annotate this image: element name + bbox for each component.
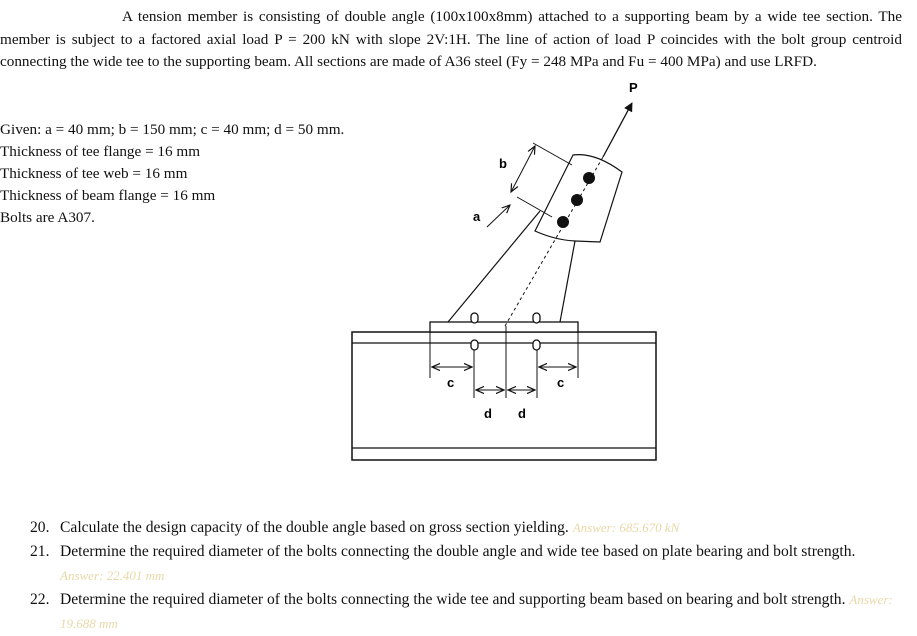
answer-hint: Answer: 22.401 mm — [60, 568, 165, 583]
question-item — [30, 588, 902, 636]
question-text: Calculate the design capacity of the double angle based on gross section yielding. — [60, 519, 569, 536]
given-bolt-type: Bolts are A307. — [0, 209, 95, 226]
tee-flange — [430, 322, 578, 332]
label-c-left: c — [447, 375, 455, 390]
given-tee-flange-thickness: Thickness of tee flange = 16 mm — [0, 143, 201, 160]
given-beam-flange-thickness: Thickness of beam flange = 16 mm — [0, 187, 216, 204]
tee-bolt-right-head — [533, 313, 540, 323]
problem-statement-text: A tension member is consisting of double angle (100x100x8mm) attached to a supporting beam by a wide tee section. The member is subject to a factored axial load P = 200 kN with slope 2V:1H. The line of action of load P coincides with the bolt group centroid connecting the wide tee to the supporting beam. All sections are made of A36 steel (Fy = 248 MPa and Fu = 400 MPa) and use LRFD. — [0, 8, 902, 70]
tee-bolt-right-nut — [533, 340, 540, 350]
question-text: Determine the required diameter of the bolts connecting the wide tee and supporting beam based on bearing and bolt strength. — [60, 591, 846, 608]
question-number: 22. — [30, 591, 50, 608]
answer-hint: Answer: 685.670 kN — [572, 520, 680, 535]
tee-bolt-left-nut — [471, 340, 478, 350]
dim-line-a — [487, 205, 510, 227]
answer-hint: Answer: 19.688 mm — [60, 592, 893, 631]
label-d-right: d — [518, 406, 526, 421]
load-arrow — [603, 103, 632, 157]
dim-line-b — [511, 146, 535, 192]
label-a: a — [473, 209, 481, 224]
beam-body — [352, 332, 656, 460]
label-P: P — [629, 80, 638, 95]
given-dimensions: Given: a = 40 mm; b = 150 mm; c = 40 mm; d = 50 mm. — [0, 121, 345, 138]
label-b: b — [499, 156, 507, 171]
supporting-beam — [352, 332, 656, 460]
angle-bolt-2 — [571, 194, 583, 206]
angle-bolt-3 — [557, 216, 569, 228]
question-number: 20. — [30, 519, 50, 536]
problem-statement — [0, 6, 902, 74]
given-tee-web-thickness: Thickness of tee web = 16 mm — [0, 165, 188, 182]
angle-bolt-1 — [583, 172, 595, 184]
angle-left-edge — [448, 211, 540, 322]
label-c-right: c — [557, 375, 565, 390]
question-item — [30, 516, 902, 540]
double-angle — [448, 155, 622, 322]
question-item — [30, 540, 902, 588]
question-list — [30, 516, 902, 636]
angle-right-edge — [560, 241, 575, 322]
question-text: Determine the required diameter of the bolts connecting the double angle and wide tee based on plate bearing and bolt strength. — [60, 543, 856, 560]
tee-bolt-left-head — [471, 313, 478, 323]
dim-ext-2 — [533, 143, 572, 165]
label-d-left: d — [484, 406, 492, 421]
question-number: 21. — [30, 543, 50, 560]
connection-diagram — [340, 70, 670, 470]
